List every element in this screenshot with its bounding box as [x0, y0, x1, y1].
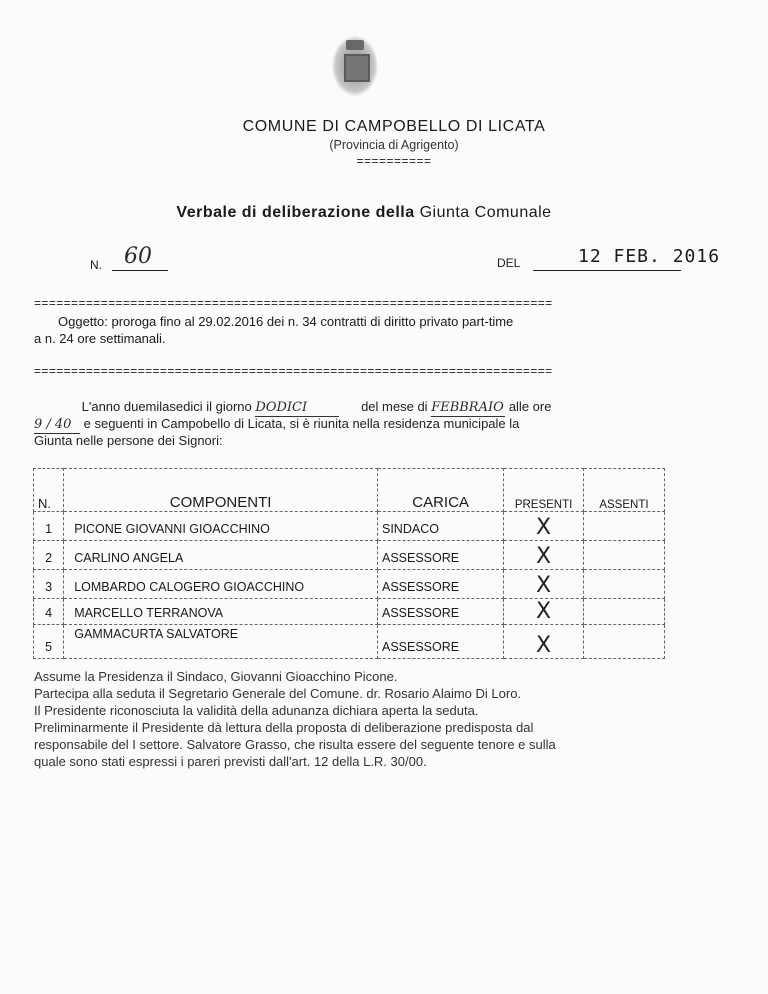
body-line: Partecipa alla seduta il Segretario Generale del Comune. dr. Rosario Alaimo Di Loro.	[34, 686, 522, 701]
row-presente-mark: X	[504, 599, 584, 625]
row-number: 3	[34, 570, 64, 599]
verbale-body	[34, 668, 674, 770]
row-name: LOMBARDO CALOGERO GIOACCHINO	[64, 570, 378, 599]
row-assente	[583, 625, 664, 659]
verbale-title-bold: Verbale di deliberazione della	[176, 204, 415, 221]
row-name: PICONE GIOVANNI GIOACCHINO	[64, 512, 378, 541]
header-separator: ==========	[356, 154, 432, 168]
seduta-text-4: e seguenti in Campobello di Licata, si è riunita nella residenza municipale la	[83, 416, 520, 431]
seduta-text-2: del mese di	[361, 399, 428, 414]
row-number: 1	[34, 512, 64, 541]
separator-line-1: ======================================================================	[34, 296, 553, 310]
giorno-value: DODICI	[255, 399, 339, 417]
row-assente	[583, 541, 664, 570]
header-n: N.	[34, 469, 64, 512]
table-row	[34, 541, 665, 570]
table-header-row	[34, 469, 665, 512]
row-presente-mark: X	[504, 541, 584, 570]
seduta-text-3: alle ore	[508, 399, 552, 414]
numero-line	[112, 270, 168, 271]
data-line	[533, 270, 681, 271]
oggetto-line-1: Oggetto: proroga fino al 29.02.2016 dei n. 34 contratti di diritto privato part-time	[58, 314, 514, 329]
componenti-table	[33, 468, 665, 659]
ora-value: 9 / 40	[34, 416, 80, 434]
municipal-crest-icon	[332, 36, 378, 96]
oggetto-line-2: a n. 24 ore settimanali.	[34, 331, 166, 346]
row-number: 5	[34, 625, 64, 659]
oggetto	[34, 313, 674, 347]
row-carica: ASSESSORE	[378, 541, 504, 570]
row-carica: ASSESSORE	[378, 625, 504, 659]
table-row	[34, 599, 665, 625]
row-carica: ASSESSORE	[378, 570, 504, 599]
table-row	[34, 512, 665, 541]
verbale-title	[0, 204, 748, 222]
table-row	[34, 625, 665, 659]
body-line: Assume la Presidenza il Sindaco, Giovanni Gioacchino Picone.	[34, 669, 398, 684]
row-name: MARCELLO TERRANOVA	[64, 599, 378, 625]
header-carica: CARICA	[378, 469, 504, 512]
data-label: DEL	[497, 256, 521, 270]
row-number: 2	[34, 541, 64, 570]
verbale-title-rest: Giunta Comunale	[419, 204, 552, 221]
body-line: responsabile del I settore. Salvatore Grasso, che risulta essere del seguente tenore e sulla	[34, 737, 556, 752]
row-presente-mark: X	[504, 625, 584, 659]
row-presente-mark: X	[504, 570, 584, 599]
separator-line-2: ======================================================================	[34, 364, 553, 378]
table-row	[34, 570, 665, 599]
numero-value: 60	[124, 244, 152, 269]
body-line: Preliminarmente il Presidente dà lettura della proposta di deliberazione predisposta dal	[34, 720, 534, 735]
row-assente	[583, 570, 664, 599]
comune-title: COMUNE DI CAMPOBELLO DI LICATA	[242, 118, 546, 135]
header-assenti: ASSENTI	[583, 469, 664, 512]
body-line: quale sono stati espressi i pareri previsti dall'art. 12 della L.R. 30/00.	[34, 754, 427, 769]
row-number: 4	[34, 599, 64, 625]
row-presente-mark: X	[504, 512, 584, 541]
row-assente	[583, 599, 664, 625]
header-presenti: PRESENTI	[504, 469, 584, 512]
numero-label: N.	[90, 258, 102, 272]
row-assente	[583, 512, 664, 541]
row-carica: SINDACO	[378, 512, 504, 541]
row-name: GAMMACURTA SALVATORE	[64, 625, 378, 659]
provincia-subtitle: (Provincia di Agrigento)	[329, 138, 459, 152]
seduta-line-3: Giunta nelle persone dei Signori:	[34, 433, 223, 448]
seduta-text-1: L'anno duemilasedici il giorno	[81, 399, 252, 414]
body-line: Il Presidente riconosciuta la validità della adunanza dichiara aperta la seduta.	[34, 703, 479, 718]
data-stamp: 12 FEB. 2016	[578, 246, 721, 267]
row-name: CARLINO ANGELA	[64, 541, 378, 570]
header-componenti: COMPONENTI	[64, 469, 378, 512]
row-carica: ASSESSORE	[378, 599, 504, 625]
mese-value: FEBBRAIO	[431, 400, 504, 415]
